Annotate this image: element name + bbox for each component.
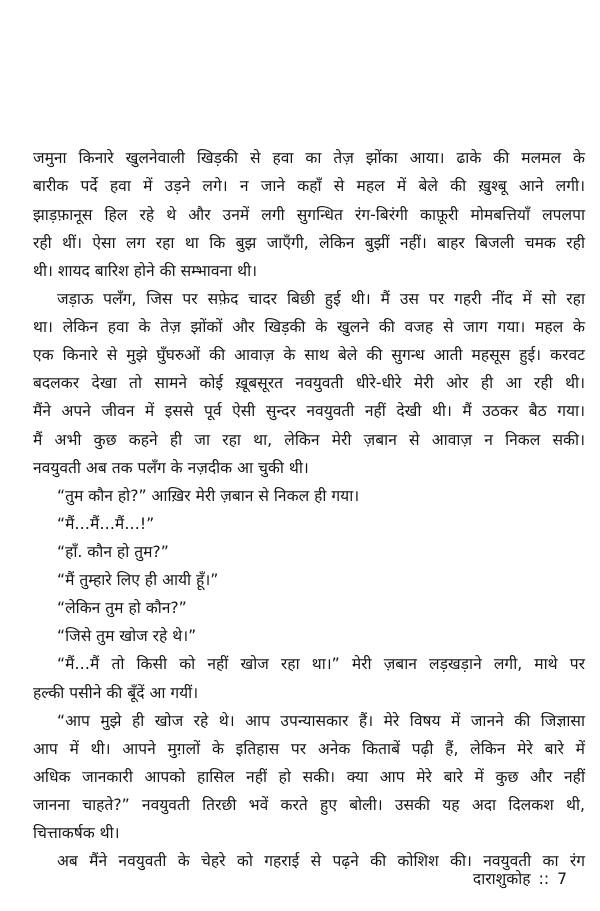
text-line: बारीक पर्दे हवा में उड़ने लगे। न जाने कहाँ से महल में बेले की ख़ुश्बू आने लगी। (33, 177, 585, 195)
text-line: जमुना किनारे खुलनेवाली खिड़की से हवा का तेज़ झोंका आया। ढाके की मलमल के (33, 149, 585, 167)
text-line: चित्ताकर्षक थी। (33, 824, 120, 842)
text-line: हल्की पसीने की बूँदें आ गयीं। (33, 684, 199, 702)
text-line: मैं अभी कुछ कहने ही जा रहा था, लेकिन मेरी ज़बान से आवाज़ न निकल सकी। (33, 431, 585, 449)
text-line: था। लेकिन हवा के तेज़ झोंकों और खिड़की के खुलने की वजह से जाग गया। महल के (33, 318, 585, 336)
page-number: 7 (557, 870, 567, 888)
dialogue-line: “हाँ. कौन हो तुम?” (57, 543, 169, 561)
text-line: मैंने अपने जीवन में इससे पूर्व ऐसी सुन्दर नवयुवती नहीं देखी थी। मैं उठकर बैठ गया। (33, 402, 585, 420)
dialogue-line: “मैं तुम्हारे लिए ही आयी हूँ।” (57, 571, 219, 589)
text-line: थी। शायद बारिश होने की सम्भावना थी। (33, 262, 258, 280)
text-line: “आप मुझे ही खोज रहे थे। आप उपन्यासकार हैं। मेरे विषय में जानने की जिज्ञासा (57, 712, 585, 730)
dialogue-line: “लेकिन तुम हो कौन?” (57, 599, 187, 617)
text-line: झाड़फ़ानूस हिल रहे थे और उनमें लगी सुगन्धित रंग-बिरंगी काफ़ूरी मोमबत्तियाँ लपलपा (33, 206, 585, 224)
text-line: बदलकर देखा तो सामने कोई ख़ूबसूरत नवयुवती धीरे-धीरे मेरी ओर ही आ रही थी। (33, 374, 585, 392)
dialogue-line: “मैं…मैं तो किसी को नहीं खोज रहा था।” मेरी ज़बान लड़खड़ाने लगी, माथे पर (57, 655, 585, 673)
text-line: जानना चाहते?” नवयुवती तिरछी भवें करते हुए बोली। उसकी यह अदा दिलकश थी, (33, 796, 585, 814)
running-title: दाराशुकोह (472, 870, 531, 888)
text-line: अधिक जानकारी आपको हासिल नहीं हो सकी। क्या आप मेरे बारे में कुछ और नहीं (33, 768, 585, 786)
footer-separator: :: (538, 870, 550, 888)
text-line: आप में थी। आपने मुग़लों के इतिहास पर अनेक किताबें पढ़ी हैं, लेकिन मेरे बारे में (33, 740, 585, 758)
text-line: नवयुवती अब तक पलँग के नज़दीक आ चुकी थी। (33, 459, 309, 477)
page-footer (473, 869, 567, 889)
dialogue-line: “मैं…मैं…मैं…!” (57, 515, 155, 533)
text-line: अब मैंने नवयुवती के चेहरे को गहराई से पढ़ने की कोशिश की। नवयुवती का रंग (57, 852, 585, 870)
dialogue-line: “तुम कौन हो?” आख़िर मेरी ज़बान से निकल ही गया। (57, 487, 360, 505)
text-line: जड़ाऊ पलँग, जिस पर सफ़ेद चादर बिछी हुई थी। मैं उस पर गहरी नींद में सो रहा (57, 290, 585, 308)
text-line: एक किनारे से मुझे घुँघरुओं की आवाज़ के साथ बेले की सुगन्ध आती महसूस हुई। करवट (33, 346, 585, 364)
dialogue-line: “जिसे तुम खोज रहे थे।” (57, 627, 197, 645)
text-line: रही थीं। ऐसा लग रहा था कि बुझ जाएँगी, लेकिन बुझीं नहीं। बाहर बिजली चमक रही (33, 234, 585, 252)
